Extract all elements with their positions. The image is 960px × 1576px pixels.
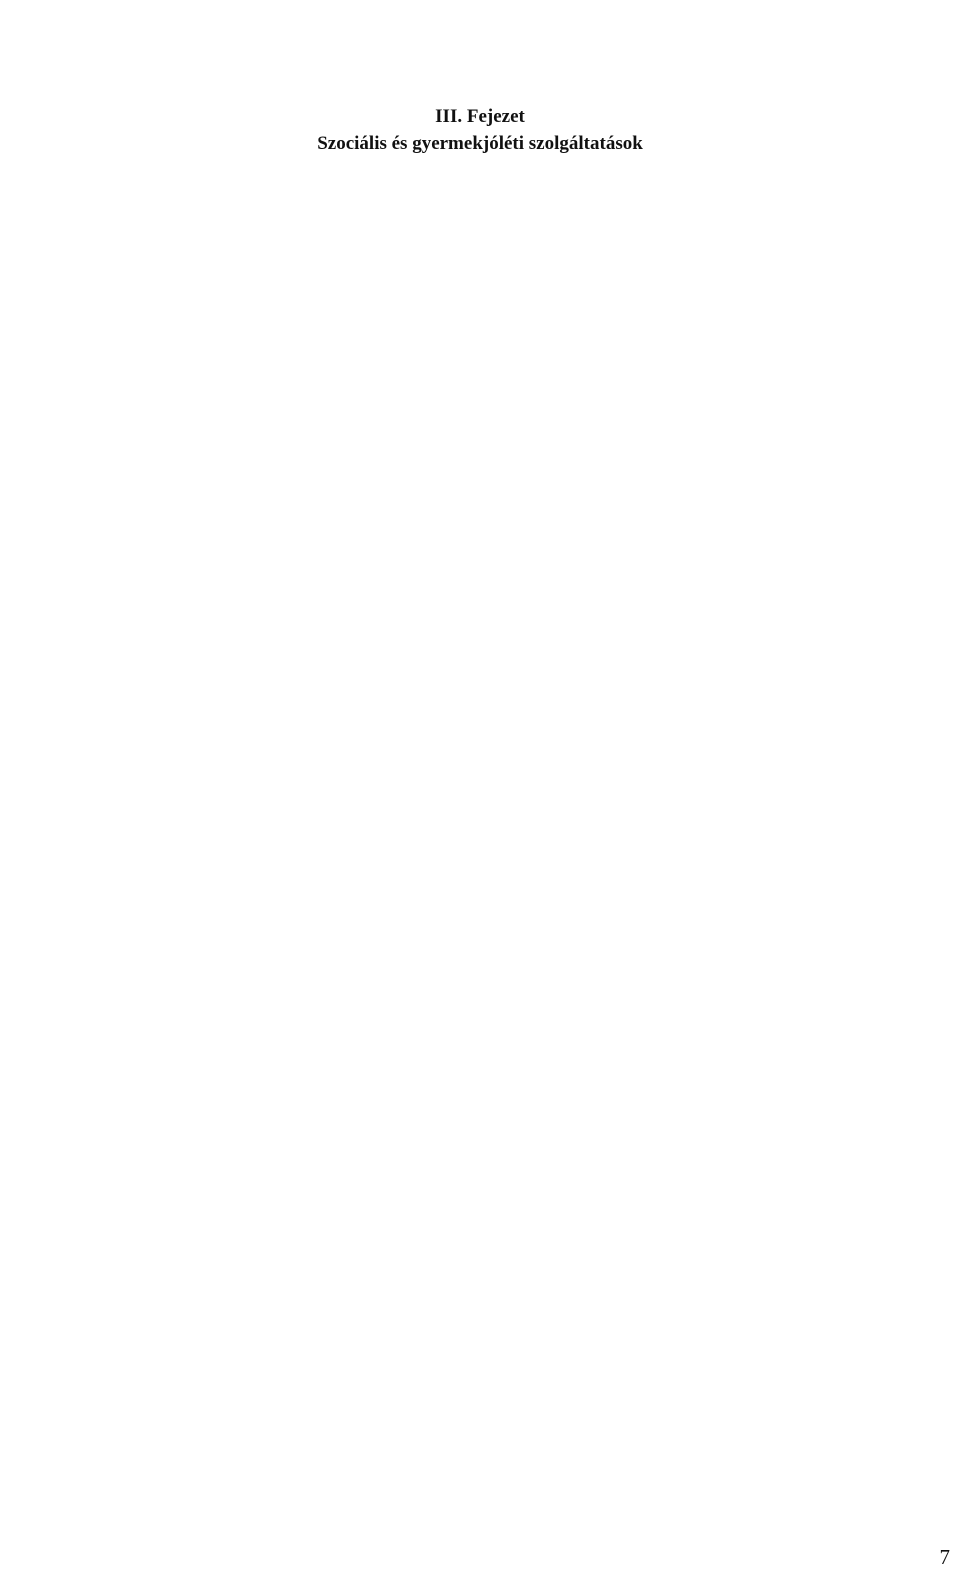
- page-number: 7: [939, 1545, 950, 1569]
- chapter-number: III. Fejezet: [435, 106, 525, 127]
- chapter-title: Szociális és gyermekjóléti szolgáltatások: [317, 133, 643, 154]
